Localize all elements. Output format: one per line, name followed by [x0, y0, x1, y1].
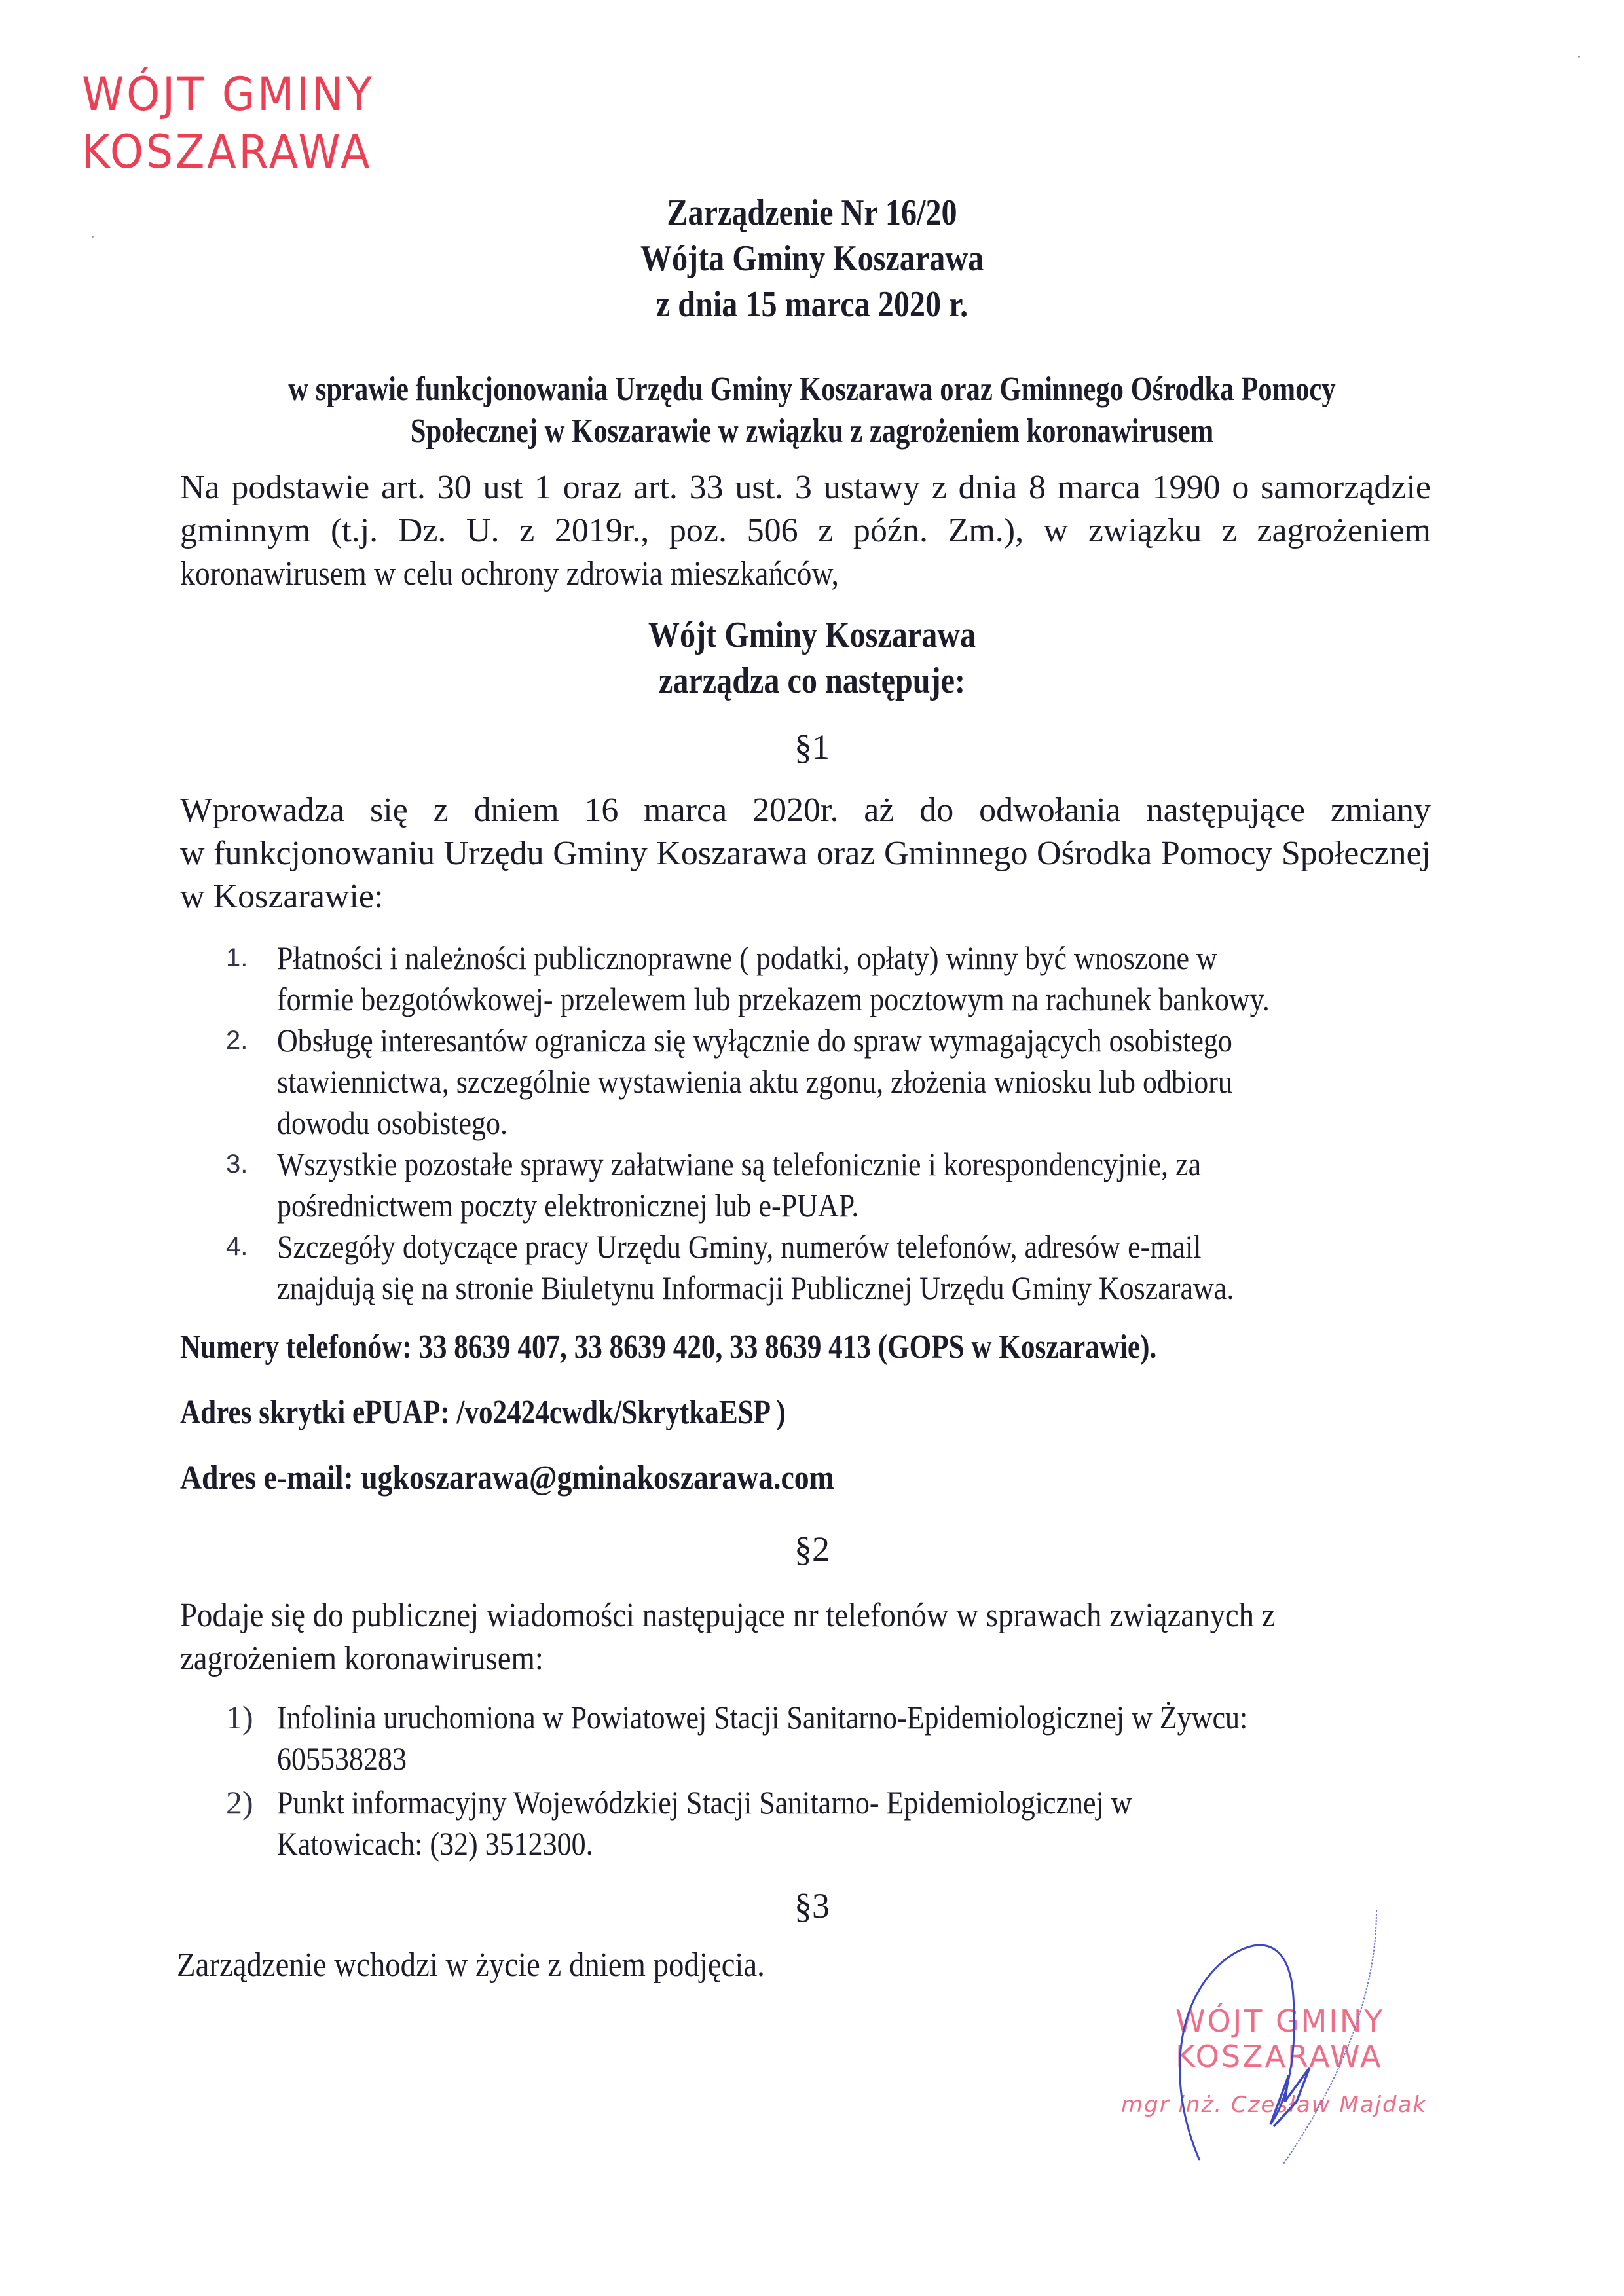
preamble-line: koronawirusem w celu ochrony zdrowia mieszkańców, [180, 555, 839, 592]
handwritten-signature-icon [1113, 1866, 1480, 2167]
list-item-line: znajdują się na stronie Biuletynu Informacji Publicznej Urzędu Gminy Koszarawa. [277, 1269, 1234, 1306]
list-item-number: 4. [226, 1232, 248, 1261]
decree-intro-line-2: zarządza co następuje: [658, 661, 966, 701]
list-item-line: Punkt informacyjny Wojewódzkiej Stacji Sanitarno- Epidemiologicznej w [277, 1784, 1132, 1821]
decree-intro [0, 612, 1624, 704]
title-line-3: z dnia 15 marca 2020 r. [655, 284, 969, 325]
section-2-intro-line: Podaje się do publicznej wiadomości następujące nr telefonów w sprawach związanych z [180, 1597, 1276, 1634]
preamble-line: gminnym (t.j. Dz. U. z 2019r., poz. 506 z późn. Zm.), w związku z zagrożeniem [180, 512, 1431, 549]
list-item-line: Obsługę interesantów ogranicza się wyłącznie do spraw wymagających osobistego [277, 1022, 1232, 1059]
signatory-name: mgr inż. Czesław Majdak [1121, 2092, 1428, 2118]
list-item [226, 1226, 1431, 1309]
title-line-1: Zarządzenie Nr 16/20 [667, 192, 957, 233]
email-label: Adres e-mail: [180, 1459, 354, 1497]
list-item-line: Szczegóły dotyczące pracy Urzędu Gminy, numerów telefonów, adresów e-mail [277, 1228, 1202, 1265]
list-item-number: 1. [226, 943, 248, 972]
list-item-line: 605538283 [277, 1740, 407, 1777]
subject-line-1: w sprawie funkcjonowania Urzędu Gminy Koszarawa oraz Gminnego Ośrodka Pomocy [288, 371, 1336, 408]
email-link[interactable]: ugkoszarawa@gminakoszarawa.com [361, 1459, 834, 1497]
section-1-intro-line: Wprowadza się z dniem 16 marca 2020r. aż do odwołania następujące zmiany [180, 792, 1431, 829]
section-1-intro-line: w Koszarawie: [180, 878, 384, 915]
list-item-line: stawiennictwa, szczególnie wystawienia aktu zgonu, złożenia wniosku lub odbioru [277, 1063, 1232, 1100]
subject-line-2: Społecznej w Koszarawie w związku z zagrożeniem koronawirusem [410, 412, 1214, 450]
list-item [226, 938, 1431, 1020]
section-1-heading: §1 [794, 727, 830, 767]
signature-stamp-line2: KOSZARAWA [1175, 2039, 1383, 2074]
preamble-line: Na podstawie art. 30 ust 1 oraz art. 33 ust. 3 ustawy z dnia 8 marca 1990 o samorządzie [180, 469, 1431, 506]
title-line-2: Wójta Gminy Koszarawa [640, 238, 984, 279]
list-item-line: formie bezgotówkowej- przelewem lub przekazem pocztowym na rachunek bankowy. [277, 981, 1270, 1017]
preamble-paragraph [180, 466, 1431, 596]
section-2-intro-line: zagrożeniem koronawirusem: [180, 1640, 544, 1677]
section-2-list [226, 1697, 1431, 1865]
section-2-intro [180, 1594, 1306, 1681]
header-stamp-line1: WÓJT GMINY [82, 67, 375, 121]
list-item [226, 1782, 1431, 1865]
list-item-line: Płatności i należności publicznoprawne ( podatki, opłaty) winny być wnoszone w [277, 939, 1217, 976]
list-item-line: dowodu osobistego. [277, 1104, 507, 1141]
section-1-intro [180, 789, 1431, 919]
list-item-number: 1) [226, 1699, 253, 1736]
list-item-line: Wszystkie pozostałe sprawy załatwiane są telefonicznie i korespondencyjnie, za [277, 1146, 1202, 1182]
section-1-list [226, 938, 1431, 1309]
list-item-number: 2) [226, 1784, 253, 1821]
document-subject [0, 369, 1624, 452]
scan-speck [92, 236, 94, 238]
list-item [226, 1697, 1431, 1779]
section-1-intro-line: w funkcjonowaniu Urzędu Gminy Koszarawa oraz Gminnego Ośrodka Pomocy Społecznej [180, 835, 1431, 872]
header-stamp [82, 65, 396, 181]
section-3-text: Zarządzenie wchodzi w życie z dniem podjęcia. [177, 1946, 765, 1984]
decree-intro-line-1: Wójt Gminy Koszarawa [648, 615, 976, 655]
list-item-number: 2. [226, 1026, 248, 1055]
document-title [0, 190, 1624, 327]
list-item-line: pośrednictwem poczty elektronicznej lub e-PUAP. [277, 1187, 859, 1224]
phone-numbers: Numery telefonów: 33 8639 407, 33 8639 420, 33 8639 413 (GOPS w Koszarawie). [180, 1328, 1157, 1366]
section-2-heading: §2 [794, 1529, 830, 1569]
list-item [226, 1144, 1431, 1226]
list-item [226, 1020, 1431, 1144]
header-stamp-line2: KOSZARAWA [82, 125, 373, 179]
email-line [180, 1457, 834, 1500]
section-3-heading: §3 [794, 1886, 830, 1925]
scan-speck [1578, 56, 1580, 58]
signature-stamp-line1: WÓJT GMINY [1175, 2003, 1385, 2039]
list-item-number: 3. [226, 1150, 248, 1178]
epuap-address: Adres skrytki ePUAP: /vo2424cwdk/SkrytkaESP ) [180, 1394, 786, 1431]
list-item-line: Infolinia uruchomiona w Powiatowej Stacji Sanitarno-Epidemiologicznej w Żywcu: [277, 1699, 1248, 1736]
list-item-line: Katowicach: (32) 3512300. [277, 1825, 593, 1862]
